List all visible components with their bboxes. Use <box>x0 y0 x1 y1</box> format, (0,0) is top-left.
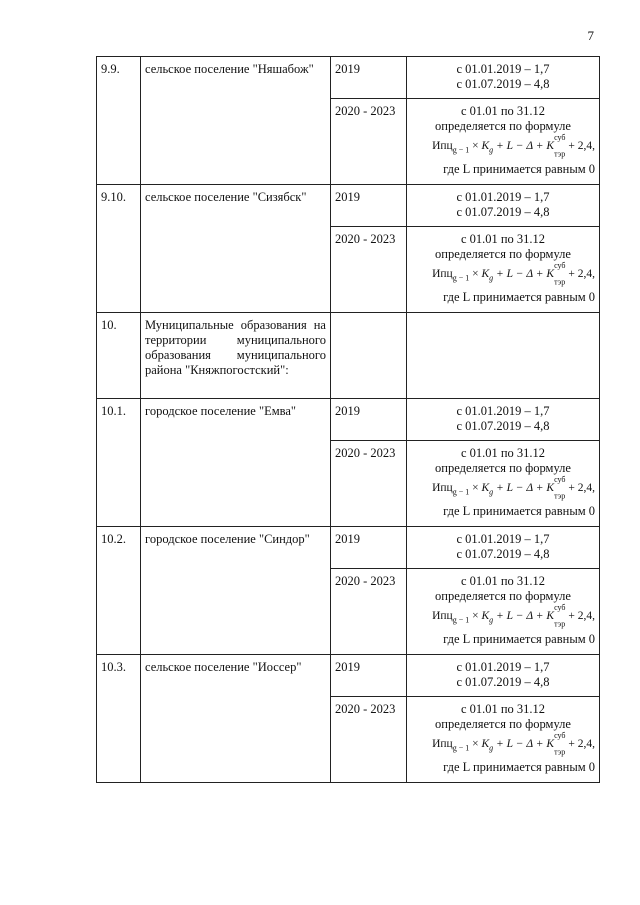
row-number: 10. <box>97 313 141 399</box>
formula-const: + 2,4, <box>568 140 595 152</box>
formula-k: K <box>481 738 490 750</box>
value-line: где L принимается равным 0 <box>443 290 595 305</box>
formula-k2-sup: суб <box>554 731 566 741</box>
value-line: где L принимается равным 0 <box>443 760 595 775</box>
period-values <box>407 655 600 697</box>
formula-k2: K <box>546 268 555 280</box>
period-year: 2019 <box>331 399 407 441</box>
period-year: 2019 <box>331 57 407 99</box>
index-formula <box>411 604 595 632</box>
table-row <box>97 527 600 569</box>
row-number: 10.3. <box>97 655 141 783</box>
row-number: 10.2. <box>97 527 141 655</box>
period-year: 2020 - 2023 <box>331 697 407 783</box>
empty-cell <box>331 313 407 399</box>
table-row <box>97 57 600 99</box>
value-line: с 01.01 по 31.12 <box>460 702 546 716</box>
formula-k2-sup: суб <box>554 261 566 271</box>
period-year: 2020 - 2023 <box>331 441 407 527</box>
formula-const: + 2,4, <box>568 268 595 280</box>
value-line: с 01.07.2019 – 4,8 <box>456 419 550 433</box>
formula-times: × <box>472 140 479 152</box>
value-line: с 01.01 по 31.12 <box>460 446 546 460</box>
row-number: 10.1. <box>97 399 141 527</box>
formula-k2-index <box>554 476 565 500</box>
settlement-name: городское поселение "Емва" <box>141 399 331 527</box>
value-line: с 01.01 по 31.12 <box>460 232 546 246</box>
formula-l-delta: + L − Δ + <box>496 610 544 622</box>
value-line: с 01.07.2019 – 4,8 <box>456 675 550 689</box>
value-line: с 01.07.2019 – 4,8 <box>456 205 550 219</box>
formula-k: K <box>481 268 490 280</box>
formula-k-sub: g <box>489 273 494 283</box>
empty-cell <box>407 313 600 399</box>
formula-k2: K <box>546 738 555 750</box>
value-line: где L принимается равным 0 <box>443 632 595 647</box>
formula-k2-index <box>554 604 565 628</box>
period-values <box>407 57 600 99</box>
index-formula <box>411 476 595 504</box>
index-formula <box>411 262 595 290</box>
settlement-name: сельское поселение "Няшабож" <box>141 57 331 185</box>
formula-ipc: Ипц <box>432 268 453 280</box>
formula-k: K <box>481 482 490 494</box>
formula-ipc: Ипц <box>432 140 453 152</box>
settlement-name: сельское поселение "Сизябск" <box>141 185 331 313</box>
formula-k2-sub: тэр <box>554 491 566 501</box>
settlement-name: сельское поселение "Иоссер" <box>141 655 331 783</box>
index-formula <box>411 732 595 760</box>
index-formula <box>411 134 595 162</box>
table-row <box>97 185 600 227</box>
period-values <box>407 399 600 441</box>
formula-const: + 2,4, <box>568 738 595 750</box>
formula-ipc-sub: g − 1 <box>452 743 470 753</box>
formula-k-sub: g <box>489 487 494 497</box>
value-line: с 01.01.2019 – 1,7 <box>456 62 550 76</box>
formula-l-delta: + L − Δ + <box>496 140 544 152</box>
formula-cell <box>407 441 600 527</box>
period-year: 2019 <box>331 655 407 697</box>
formula-cell <box>407 227 600 313</box>
period-year: 2019 <box>331 185 407 227</box>
formula-l-delta: + L − Δ + <box>496 268 544 280</box>
formula-k2: K <box>546 610 555 622</box>
formula-l-delta: + L − Δ + <box>496 482 544 494</box>
formula-ipc-sub: g − 1 <box>452 145 470 155</box>
formula-ipc: Ипц <box>432 482 453 494</box>
formula-cell <box>407 697 600 783</box>
formula-k2-sup: суб <box>554 475 566 485</box>
value-line: с 01.01.2019 – 1,7 <box>456 532 550 546</box>
value-line: определяется по формуле <box>435 717 571 731</box>
section-heading: Муниципальные образования на территории муниципального образования муниципального района "Княжпогостский": <box>141 313 331 399</box>
formula-times: × <box>472 482 479 494</box>
formula-ipc-sub: g − 1 <box>452 273 470 283</box>
value-line: с 01.01 по 31.12 <box>460 104 546 118</box>
formula-k2: K <box>546 140 555 152</box>
formula-times: × <box>472 610 479 622</box>
value-line: с 01.07.2019 – 4,8 <box>456 77 550 91</box>
value-line: с 01.01.2019 – 1,7 <box>456 660 550 674</box>
row-number: 9.10. <box>97 185 141 313</box>
formula-cell <box>407 569 600 655</box>
period-values <box>407 185 600 227</box>
formula-const: + 2,4, <box>568 610 595 622</box>
table-row <box>97 313 600 399</box>
formula-ipc: Ипц <box>432 738 453 750</box>
settlement-name: городское поселение "Синдор" <box>141 527 331 655</box>
value-line: определяется по формуле <box>435 247 571 261</box>
formula-k2-sup: суб <box>554 603 566 613</box>
value-line: где L принимается равным 0 <box>443 162 595 177</box>
formula-ipc: Ипц <box>432 610 453 622</box>
page-number: 7 <box>587 28 594 43</box>
formula-ipc-sub: g − 1 <box>452 615 470 625</box>
period-year: 2019 <box>331 527 407 569</box>
value-line: с 01.01.2019 – 1,7 <box>456 190 550 204</box>
period-values <box>407 527 600 569</box>
value-line: с 01.07.2019 – 4,8 <box>456 547 550 561</box>
formula-k2-index <box>554 134 565 158</box>
formula-k2: K <box>546 482 555 494</box>
formula-k2-index <box>554 732 565 756</box>
row-number: 9.9. <box>97 57 141 185</box>
formula-k2-index <box>554 262 565 286</box>
value-line: определяется по формуле <box>435 461 571 475</box>
formula-cell <box>407 99 600 185</box>
formula-l-delta: + L − Δ + <box>496 738 544 750</box>
formula-k-sub: g <box>489 743 494 753</box>
formula-k2-sup: суб <box>554 133 566 143</box>
period-year: 2020 - 2023 <box>331 569 407 655</box>
table-row <box>97 399 600 441</box>
value-line: с 01.01 по 31.12 <box>460 574 546 588</box>
value-line: с 01.01.2019 – 1,7 <box>456 404 550 418</box>
formula-k-sub: g <box>489 145 494 155</box>
formula-k2-sub: тэр <box>554 277 566 287</box>
formula-k: K <box>481 140 490 152</box>
formula-times: × <box>472 738 479 750</box>
period-year: 2020 - 2023 <box>331 99 407 185</box>
formula-ipc-sub: g − 1 <box>452 487 470 497</box>
tariff-table <box>96 56 600 783</box>
formula-k: K <box>481 610 490 622</box>
period-year: 2020 - 2023 <box>331 227 407 313</box>
formula-const: + 2,4, <box>568 482 595 494</box>
value-line: определяется по формуле <box>435 119 571 133</box>
formula-k-sub: g <box>489 615 494 625</box>
value-line: где L принимается равным 0 <box>443 504 595 519</box>
table-row <box>97 655 600 697</box>
formula-k2-sub: тэр <box>554 619 566 629</box>
formula-k2-sub: тэр <box>554 747 566 757</box>
value-line: определяется по формуле <box>435 589 571 603</box>
formula-times: × <box>472 268 479 280</box>
formula-k2-sub: тэр <box>554 149 566 159</box>
